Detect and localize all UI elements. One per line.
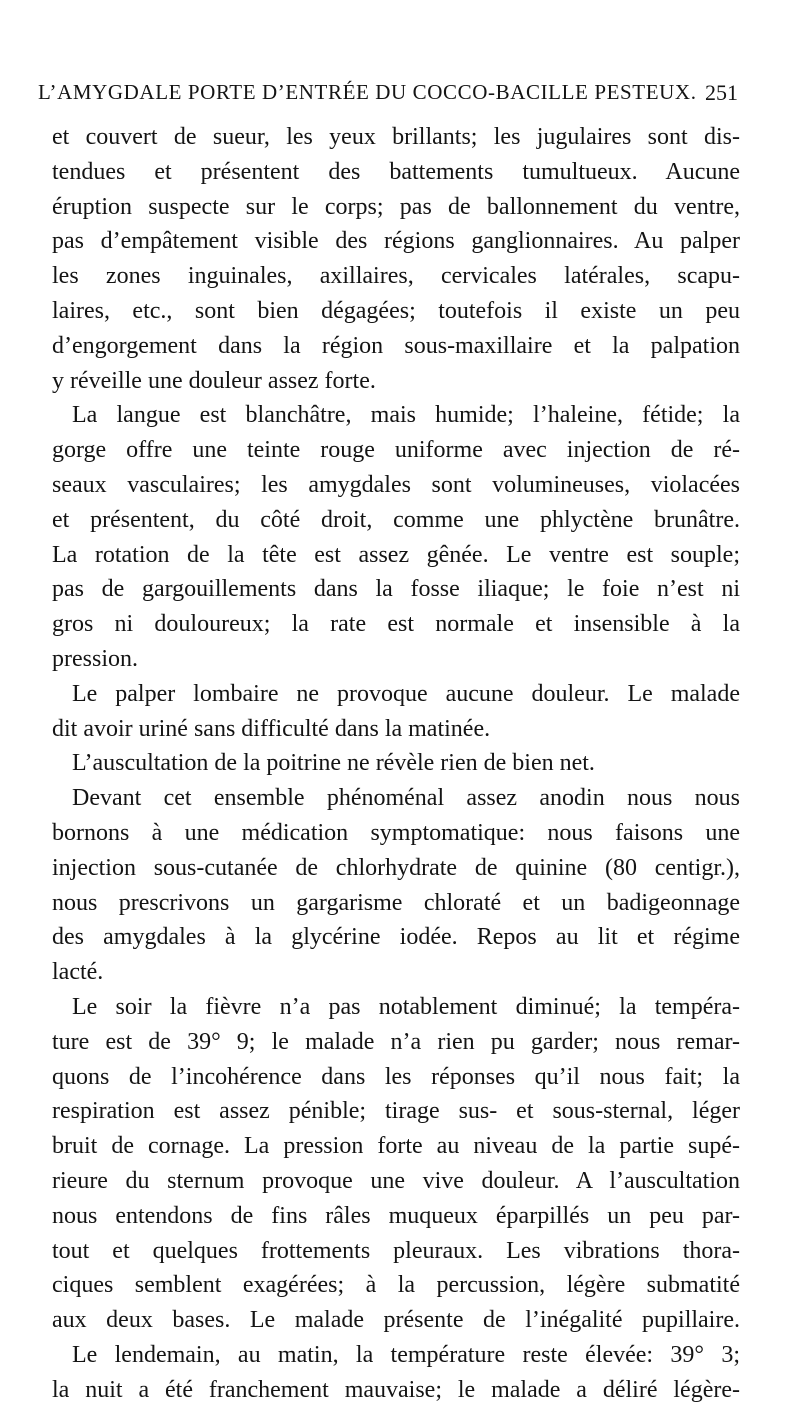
text-line: éruption suspecte sur le corps; pas de ballonnement du ventre, — [52, 193, 740, 220]
text-line: gorge offre une teinte rouge uniforme avec injection de ré- — [52, 437, 740, 464]
text-line: La rotation de la tête est assez gênée. Le ventre est souple; — [52, 541, 740, 568]
text-line: laires, etc., sont bien dégagées; toutefois il existe un peu — [52, 297, 740, 324]
page-header — [38, 74, 738, 110]
body-text — [52, 120, 740, 1407]
text-line: pas d’empâtement visible des régions ganglionnaires. Au palper — [52, 228, 740, 255]
text-line: La langue est blanchâtre, mais humide; l’haleine, fétide; la — [72, 402, 740, 429]
text-line: aux deux bases. Le malade présente de l’inégalité pupillaire. — [52, 1307, 740, 1334]
text-line: pression. — [52, 645, 138, 672]
text-line: les zones inguinales, axillaires, cervicales latérales, scapu- — [52, 263, 740, 290]
running-title: L’AMYGDALE PORTE D’ENTRÉE DU COCCO-BACILLE PESTEUX. — [38, 80, 697, 104]
text-line: L’auscultation de la poitrine ne révèle rien de bien net. — [72, 750, 595, 777]
page-number: 251 — [705, 80, 738, 105]
text-line: Le soir la fièvre n’a pas notablement diminué; la tempéra- — [72, 993, 740, 1020]
text-line: quons de l’incohérence dans les réponses qu’il nous fait; la — [52, 1063, 740, 1090]
text-line: des amygdales à la glycérine iodée. Repos au lit et régime — [52, 924, 740, 951]
text-line: la nuit a été franchement mauvaise; le malade a déliré légère- — [52, 1376, 740, 1403]
text-line: tendues et présentent des battements tumultueux. Aucune — [52, 158, 740, 185]
text-line: Devant cet ensemble phénoménal assez anodin nous nous — [72, 785, 740, 812]
text-line: gros ni douloureux; la rate est normale et insensible à la — [52, 611, 740, 638]
text-line: respiration est assez pénible; tirage sus- et sous-sternal, léger — [52, 1098, 740, 1125]
text-line: Le lendemain, au matin, la température reste élevée: 39° 3; — [72, 1341, 740, 1368]
text-line: rieure du sternum provoque une vive douleur. A l’auscultation — [52, 1167, 740, 1194]
text-line: ciques semblent exagérées; à la percussion, légère submatité — [52, 1272, 740, 1299]
text-line: dit avoir uriné sans difficulté dans la matinée. — [52, 715, 491, 742]
text-line: nous entendons de fins râles muqueux éparpillés un peu par- — [52, 1202, 740, 1229]
text-line: bruit de cornage. La pression forte au niveau de la partie supé- — [52, 1133, 740, 1160]
text-line: pas de gargouillements dans la fosse iliaque; le foie n’est ni — [52, 576, 740, 603]
text-line: ture est de 39° 9; le malade n’a rien pu garder; nous remar- — [52, 1028, 740, 1055]
text-line: seaux vasculaires; les amygdales sont volumineuses, violacées — [52, 471, 740, 498]
text-line: et présentent, du côté droit, comme une phlyctène brunâtre. — [52, 506, 740, 533]
text-line: y réveille une douleur assez forte. — [52, 367, 376, 394]
text-line: injection sous-cutanée de chlorhydrate de quinine (80 centigr.), — [52, 854, 740, 881]
text-line: Le palper lombaire ne provoque aucune douleur. Le malade — [72, 680, 740, 707]
text-line: bornons à une médication symptomatique: nous faisons une — [52, 819, 740, 846]
text-line: tout et quelques frottements pleuraux. Les vibrations thora- — [52, 1237, 740, 1264]
text-line: et couvert de sueur, les yeux brillants; les jugulaires sont dis- — [52, 124, 740, 150]
text-line: nous prescrivons un gargarisme chloraté et un badigeonnage — [52, 889, 740, 916]
text-line: lacté. — [52, 959, 104, 986]
text-line: d’engorgement dans la région sous-maxillaire et la palpation — [52, 332, 740, 359]
